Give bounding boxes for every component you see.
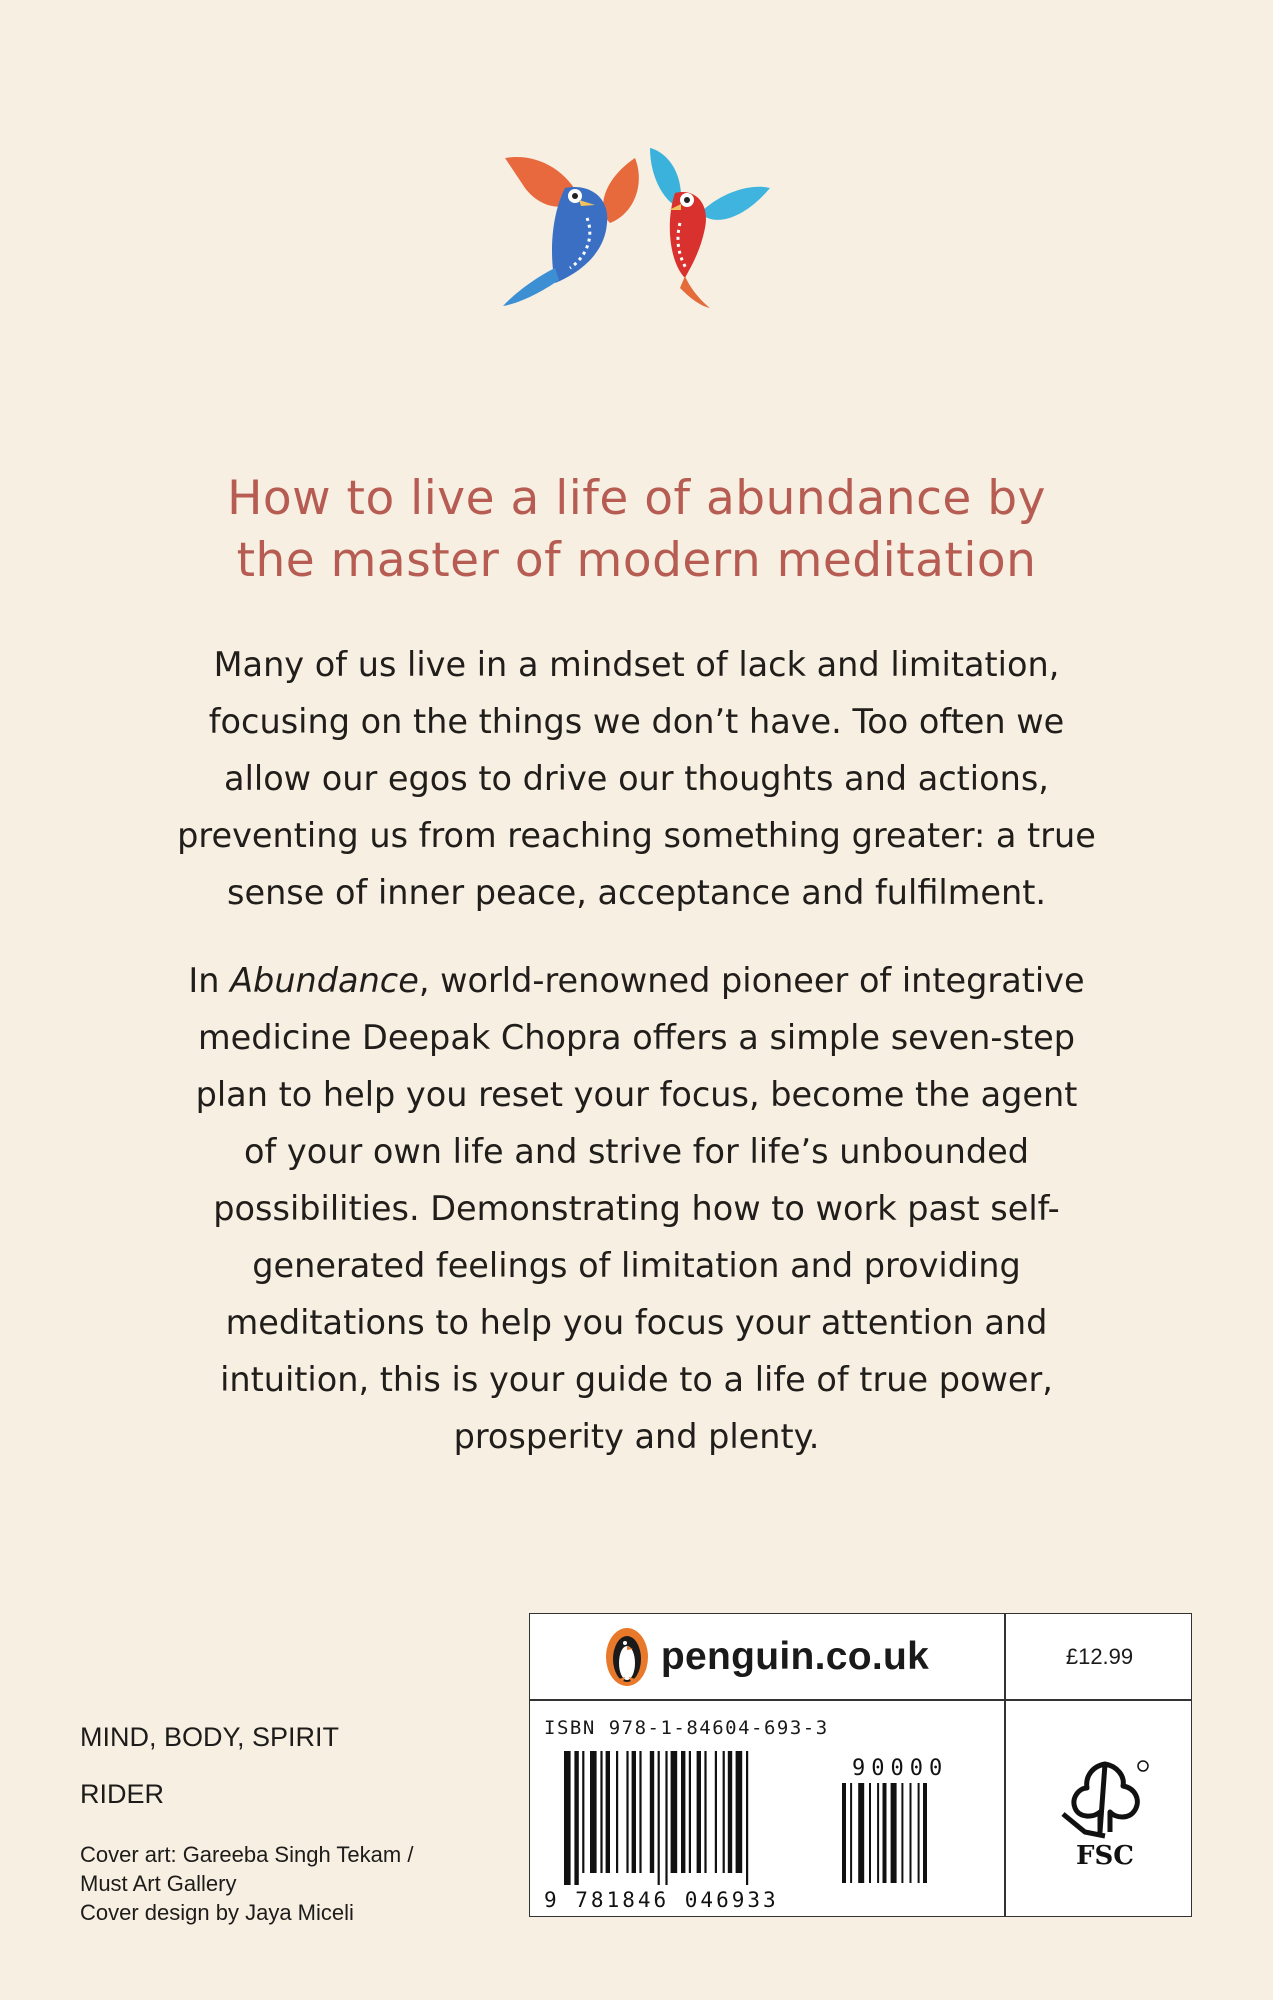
barcode-bar: [574, 1751, 578, 1885]
barcode-bar: [681, 1751, 685, 1873]
blurb-line: generated feelings of limitation and providing: [252, 1246, 1021, 1285]
credit-line: Must Art Gallery: [80, 1871, 237, 1896]
barcode-addon-bar: [891, 1783, 897, 1883]
fsc-tree-logo-icon: [1055, 1754, 1155, 1874]
barcode-addon-bar: [910, 1783, 912, 1883]
barcode-addon-bar: [923, 1783, 927, 1883]
barcode-bar: [616, 1751, 618, 1873]
back-cover-headline: [120, 468, 1153, 592]
barcode-bar: [632, 1751, 636, 1873]
publisher-label: RIDER: [80, 1779, 165, 1809]
barcode-bar: [606, 1751, 610, 1873]
barcode-bar: [689, 1751, 691, 1873]
credit-line: Cover design by Jaya Miceli: [80, 1900, 354, 1925]
barcode-bar: [658, 1751, 660, 1885]
blurb-text: In: [188, 961, 231, 1000]
barcode-addon-bar: [918, 1783, 920, 1883]
barcode-graphic: [542, 1747, 1002, 1912]
blurb-line: preventing us from reaching something greater: a true: [177, 816, 1096, 855]
barcode-bar: [736, 1751, 743, 1873]
blurb-line: Many of us live in a mindset of lack and limitation,: [213, 645, 1060, 684]
blurb-text: , world-renowned pioneer of integrative: [418, 961, 1085, 1000]
barcode-bar: [728, 1751, 732, 1873]
blurb-paragraph-2: [120, 952, 1153, 1465]
cover-credits: [80, 1840, 413, 1927]
barcode-number: 9 781846 046933: [544, 1888, 779, 1912]
price-label: £12.99: [1065, 1643, 1134, 1669]
blurb-line: plan to help you reset your focus, become the agent: [195, 1075, 1078, 1114]
credit-line: Cover art: Gareeba Singh Tekam /: [80, 1842, 414, 1867]
barcode-bar: [626, 1751, 628, 1873]
blurb-line: possibilities. Demonstrating how to work past self-: [213, 1189, 1060, 1228]
barcode-addon-bar: [877, 1783, 879, 1883]
isbn-label: ISBN 978-1-84604-693-3: [544, 1717, 829, 1739]
book-title-italic: Abundance: [230, 961, 419, 1000]
barcode-bar: [746, 1751, 748, 1885]
two-birds-illustration-icon: [495, 138, 780, 313]
headline-line-2: the master of modern meditation: [236, 533, 1037, 588]
barcode-bar: [715, 1751, 717, 1873]
box-divider-horizontal: [530, 1699, 1191, 1701]
barcode-bar: [723, 1751, 725, 1873]
barcode-bar: [590, 1751, 597, 1873]
blurb-line: [120, 952, 1153, 1009]
barcode-bar: [600, 1751, 602, 1873]
barcode-addon-bar: [858, 1783, 864, 1883]
category-label: MIND, BODY, SPIRIT: [80, 1722, 340, 1752]
headline-line-1: How to live a life of abundance by: [227, 471, 1046, 526]
blurb-line: of your own life and strive for life’s unbounded: [243, 1132, 1030, 1171]
blurb-line: sense of inner peace, acceptance and fulfilment.: [227, 873, 1046, 912]
barcode-bar: [650, 1751, 654, 1873]
barcode-addon-bar: [842, 1783, 846, 1883]
barcode-bar: [671, 1751, 678, 1873]
blurb-line: prosperity and plenty.: [453, 1417, 820, 1456]
barcode-bar: [704, 1751, 706, 1873]
barcode-bar: [639, 1751, 641, 1873]
barcode-addon-bar: [883, 1783, 887, 1883]
blurb-paragraph-1: [120, 636, 1153, 921]
blurb-line: intuition, this is your guide to a life of true power,: [220, 1360, 1053, 1399]
fsc-label: FSC: [1076, 1841, 1134, 1871]
barcode-bar: [582, 1751, 584, 1873]
website-link[interactable]: penguin.co.uk: [660, 1634, 930, 1678]
blurb-line: focusing on the things we don’t have. Too often we: [208, 702, 1065, 741]
blurb-line: meditations to help you focus your attention and: [225, 1303, 1048, 1342]
barcode-bar: [665, 1751, 667, 1885]
penguin-logo-icon: [605, 1627, 649, 1687]
penguin-website-cell: [530, 1614, 1004, 1699]
blurb-line: allow our egos to drive our thoughts and actions,: [224, 759, 1049, 798]
barcode-addon-number: 90000: [852, 1756, 949, 1781]
barcode-addon-bar: [850, 1783, 852, 1883]
barcode-box: [529, 1613, 1192, 1917]
blurb-line: medicine Deepak Chopra offers a simple seven-step: [198, 1018, 1075, 1057]
barcode-bar: [697, 1751, 701, 1873]
barcode-addon-bar: [869, 1783, 871, 1883]
barcode-bar: [564, 1751, 571, 1885]
barcode-addon-bar: [901, 1783, 903, 1883]
